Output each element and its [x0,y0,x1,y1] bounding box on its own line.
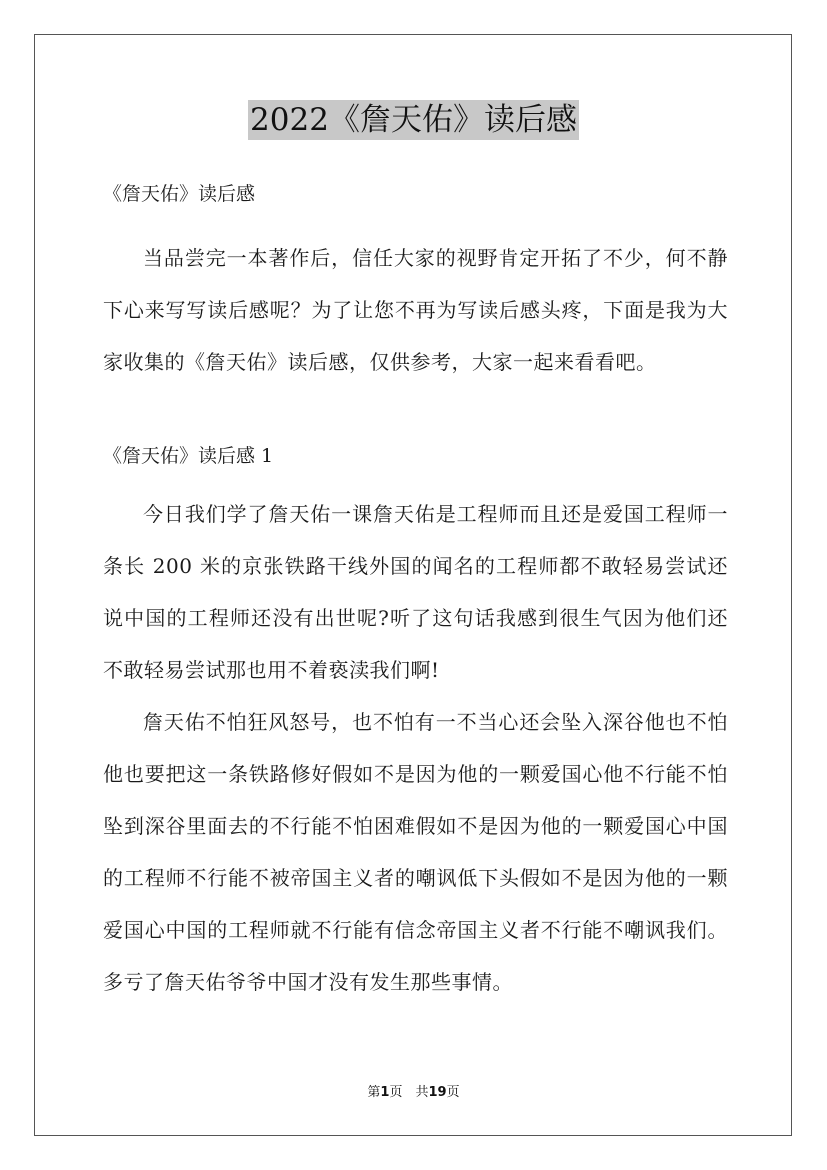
intro-paragraph: 当品尝完一本著作后，信任大家的视野肯定开拓了不少，何不静下心来写写读后感呢？为了让您不再为写读后感头疼，下面是我为大家收集的《詹天佑》读后感，仅供参考，大家一起来看看吧。 [103,246,728,374]
footer-prefix: 第 [367,1085,381,1100]
section1-paragraph-2: 詹天佑不怕狂风怒号，也不怕有一不当心还会坠入深谷他也不怕他也要把这一条铁路修好假如不是因为他的一颗爱国心他不行能不怕坠到深谷里面去的不行能不怕困难假如不是因为他的一颗爱国心中国的工程师不行能不被帝国主义者的嘲讽低下头假如不是因为他的一颗爱国心中国的工程师就不行能有信念帝国主义者不行能不嘲讽我们。多亏了詹天佑爷爷中国才没有发生那些事情。 [103,710,728,994]
title-container [0,100,827,140]
footer-total-pages: 19 [428,1085,447,1100]
section-gap [103,388,728,434]
page-footer [0,1081,827,1100]
footer-current-page: 1 [380,1085,390,1100]
section1-heading: 《詹天佑》读后感 1 [103,445,274,467]
section1-paragraph-1: 今日我们学了詹天佑一课詹天佑是工程师而且还是爱国工程师一条长 200 米的京张铁路干线外国的闻名的工程师都不敢轻易尝试还说中国的工程师还没有出世呢?听了这句话我感到很生气因为他们还不敢轻易尝试那也用不着亵渎我们啊! [103,502,728,682]
footer-mid: 页 共 [389,1085,429,1100]
document-title: 2022《詹天佑》读后感 [250,102,577,138]
footer-suffix: 页 [446,1085,460,1100]
intro-heading: 《詹天佑》读后感 [103,183,256,205]
document-body [103,172,728,1008]
